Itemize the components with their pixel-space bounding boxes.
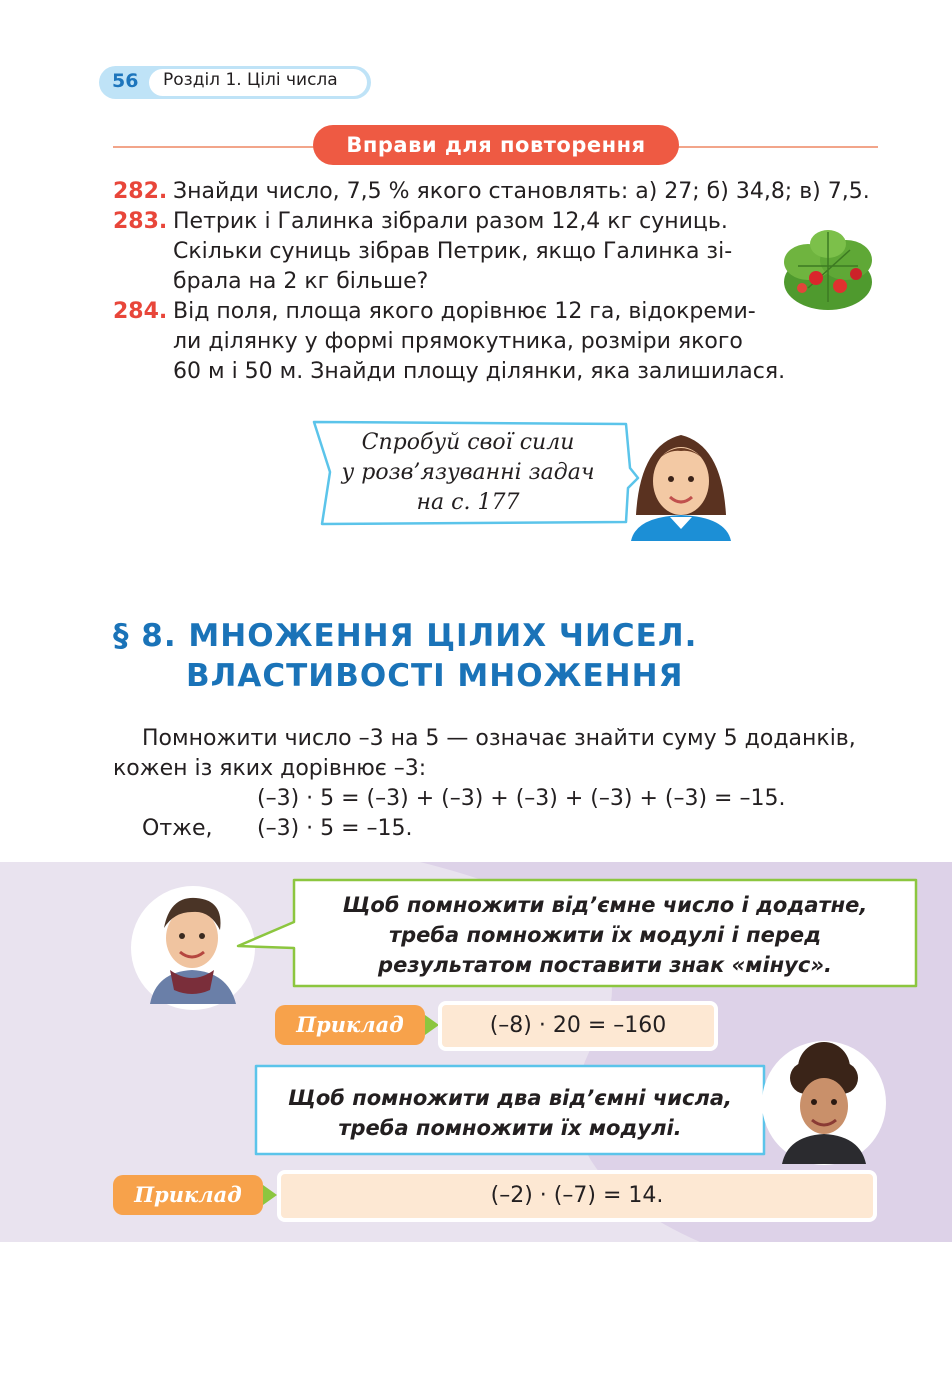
rule-line: Щоб помножити від’ємне число і додатне, [342, 893, 868, 917]
intro-text: Помножити число –3 на 5 — означає знайти суму 5 доданків, [142, 726, 856, 751]
exercise-text: Знайди число, 7,5 % якого становлять: а) 27; б) 34,8; в) 7,5. [173, 179, 870, 204]
exercise-text: ли ділянку у формі прямокутника, розміри якого [173, 329, 743, 354]
intro-result: (–3) · 5 = –15. [257, 816, 413, 841]
exercise-text: Петрик і Галинка зібрали разом 12,4 кг суниць. [173, 209, 728, 234]
banner-rule-right [670, 146, 878, 148]
banner-rule-left [113, 146, 323, 148]
rule-line: треба помножити їх модулі. [338, 1116, 682, 1140]
example-label: Приклад [113, 1175, 263, 1215]
intro-formula: (–3) · 5 = (–3) + (–3) + (–3) + (–3) + (–3) = –15. [257, 786, 786, 811]
intro-therefore: Отже, [142, 816, 213, 841]
page-number: 56 [112, 70, 139, 92]
example-arrow-icon [425, 1015, 439, 1035]
rule-line: треба помножити їх модулі і перед [388, 923, 822, 947]
tip-line: у розв’язуванні задач [341, 460, 595, 485]
exercise-text: Скільки суниць зібрав Петрик, якщо Галинка зі- [173, 239, 733, 264]
rule-line: результатом поставити знак «мінус». [378, 953, 832, 977]
section-title: Розділ 1. Цілі числа [163, 70, 338, 90]
girl-avatar [626, 425, 736, 541]
tip-line: Спробуй свої сили [361, 430, 575, 455]
example-arrow-icon [263, 1185, 277, 1205]
exercise-text: 60 м і 50 м. Знайди площу ділянки, яка залишилася. [173, 359, 786, 384]
tip-line: на с. 177 [416, 490, 520, 515]
section-heading: § 8. МНОЖЕННЯ ЦІЛИХ ЧИСЕЛ. [113, 618, 698, 654]
example-formula: (–2) · (–7) = 14. [277, 1170, 877, 1222]
example-formula: (–8) · 20 = –160 [438, 1001, 718, 1051]
exercise-text: Від поля, площа якого дорівнює 12 га, відокреми- [173, 299, 756, 324]
girl-curly-avatar [762, 1040, 886, 1166]
exercise-text: брала на 2 кг більше? [173, 269, 429, 294]
exercise-number: 282. [113, 179, 168, 204]
exercise-number: 283. [113, 209, 168, 234]
strawberry-illustration [778, 222, 878, 314]
example-label: Приклад [275, 1005, 425, 1045]
rule-line: Щоб помножити два від’ємні числа, [288, 1086, 732, 1110]
intro-text: кожен із яких дорівнює –3: [113, 756, 427, 781]
exercise-number: 284. [113, 299, 168, 324]
section-heading: ВЛАСТИВОСТІ МНОЖЕННЯ [186, 658, 684, 694]
exercises-banner: Вправи для повторення [313, 125, 679, 165]
